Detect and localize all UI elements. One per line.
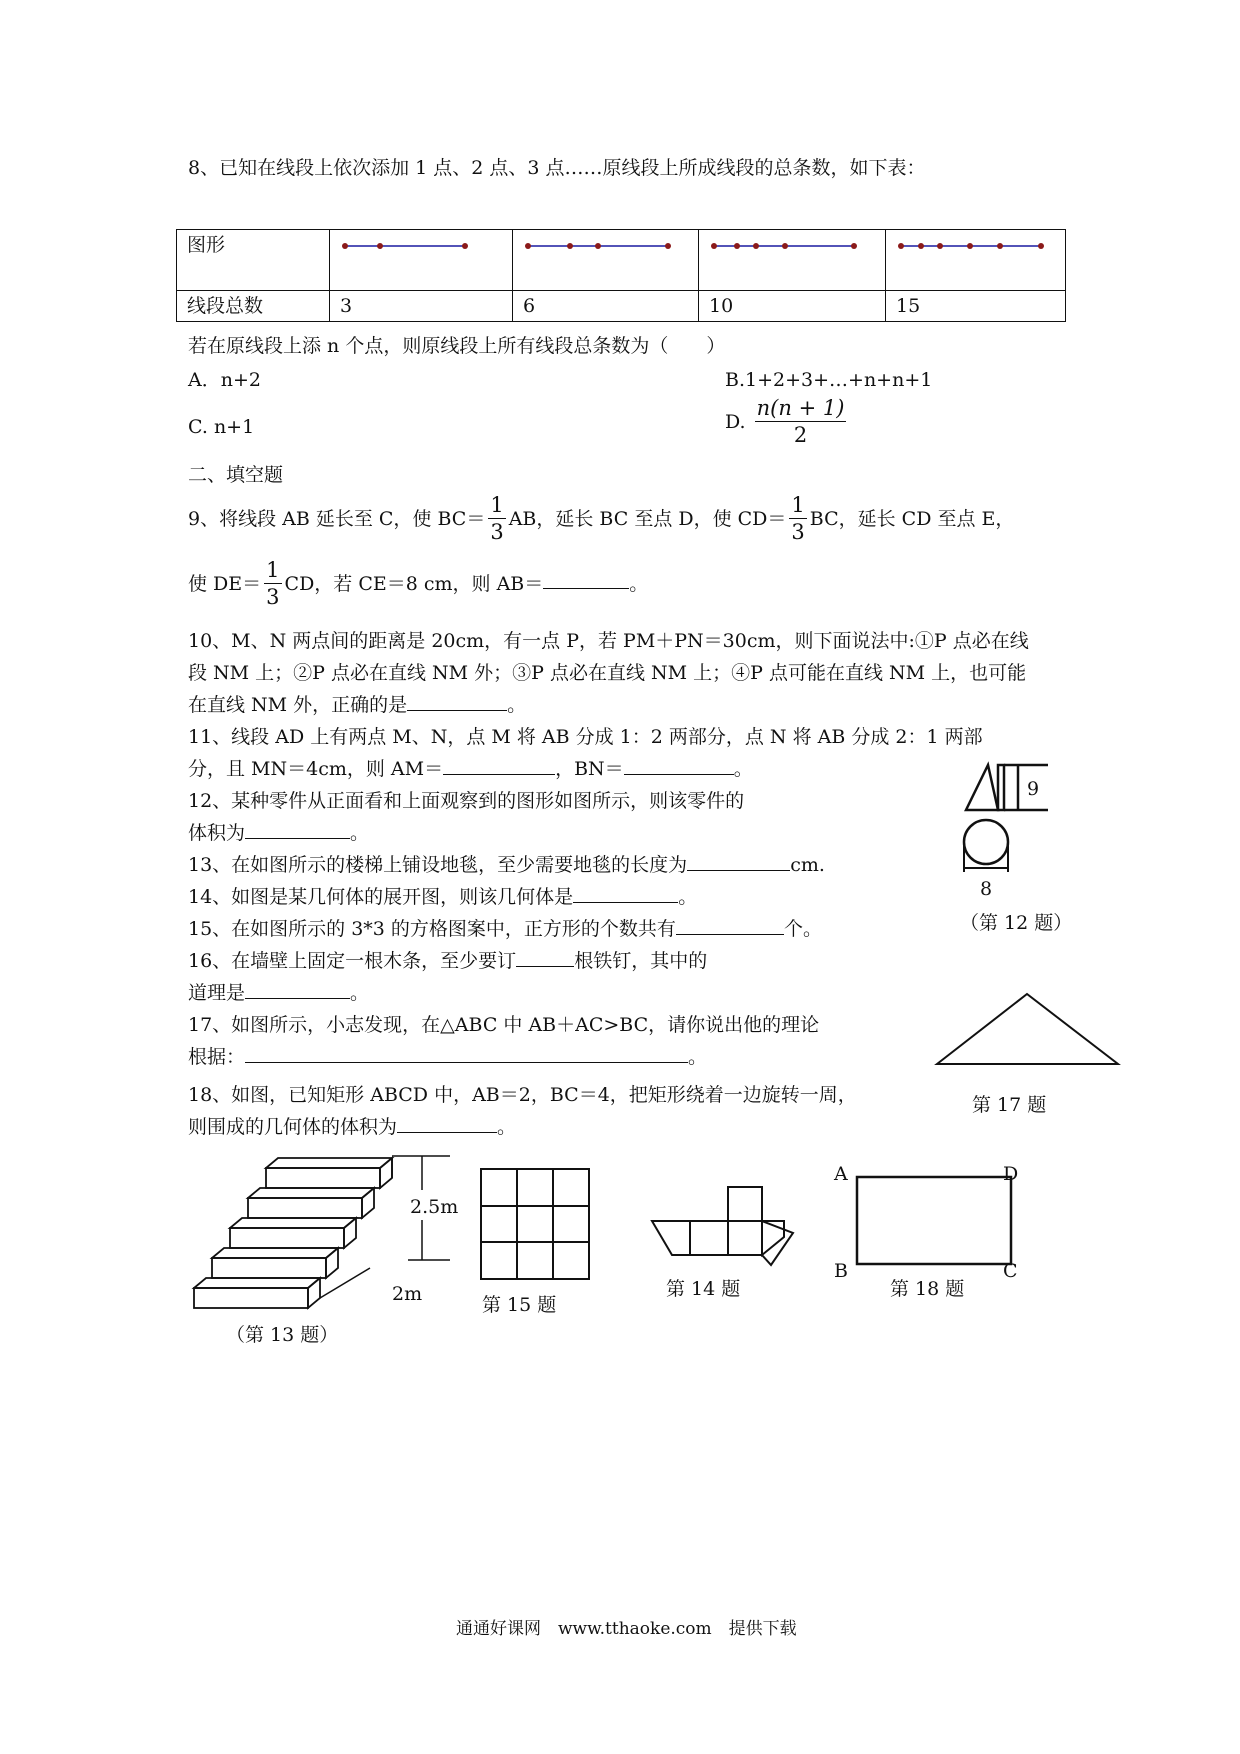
q15-text: 15、在如图所示的 3*3 的方格图案中，正方形的个数共有	[188, 918, 676, 940]
answer-blank[interactable]	[443, 756, 555, 775]
vertex-label: D	[1003, 1163, 1019, 1185]
q9-text: 9、将线段 AB 延长至 C，使 BC＝	[188, 508, 486, 530]
q9-text: AB，延长 BC 至点 D，使 CD＝	[508, 508, 787, 530]
fig12-caption: （第 12 题）	[960, 912, 1073, 934]
q11-line1: 11、线段 AD 上有两点 M、N，点 M 将 AB 分成 1：2 两部分，点 N 将 AB 分成 2：1 两部	[188, 726, 983, 748]
q13-text: 13、在如图所示的楼梯上铺设地毯，至少需要地毯的长度为	[188, 854, 688, 876]
segment-figure-3-icon	[709, 236, 859, 256]
q9-line2	[188, 560, 648, 620]
table-label-figure: 图形	[177, 230, 330, 291]
q18-line2	[188, 1114, 516, 1140]
dimension-label: 8	[980, 878, 993, 900]
answer-blank[interactable]	[543, 570, 629, 589]
segment-table	[176, 229, 1066, 322]
q17-line2	[188, 1044, 707, 1070]
q8-question: 若在原线段上添 n 个点，则原线段上所有线段总条数为（ ）	[188, 335, 726, 357]
grid-3x3-icon	[480, 1168, 592, 1282]
q9-line1	[188, 495, 1014, 555]
fraction-denominator: 3	[791, 520, 805, 544]
answer-blank[interactable]	[624, 756, 734, 775]
q8-option-a: A．n+2	[188, 369, 261, 391]
q9-text: CD，若 CE＝8 cm，则 AB＝	[284, 573, 544, 595]
q16-line2	[188, 980, 369, 1006]
q17-line1: 17、如图所示，小志发现，在△ABC 中 AB＋AC>BC，请你说出他的理论	[188, 1014, 820, 1036]
segment-figure-2-icon	[523, 236, 673, 256]
circle-top-view-icon	[964, 820, 1008, 864]
q16-text: 根铁钉，其中的	[574, 950, 708, 972]
q14-text: 14、如图是某几何体的展开图，则该几何体是	[188, 886, 574, 908]
fraction-one-third	[789, 495, 806, 543]
staircase-figure-icon	[200, 1150, 460, 1320]
fraction-numerator: n(n + 1)	[756, 396, 845, 420]
q16-text: 16、在墙壁上固定一根木条，至少要订	[188, 950, 517, 972]
vertex-label: A	[834, 1163, 848, 1185]
q11-text: 。	[733, 758, 753, 780]
section-title: 二、填空题	[188, 464, 284, 486]
q8-stem: 8、已知在线段上依次添加 1 点、2 点、3 点……原线段上所成线段的总条数，如下表：	[188, 157, 926, 179]
q16-line1	[188, 948, 707, 974]
q8-option-b: B.1+2+3+…+n+n+1	[725, 369, 933, 391]
q12-text: 。	[350, 822, 370, 844]
q18-line1: 18、如图，已知矩形 ABCD 中，AB＝2，BC＝4，把矩形绕着一边旋转一周，	[188, 1084, 857, 1106]
q16-text: 。	[350, 982, 370, 1004]
fraction-one-third	[488, 495, 505, 543]
q17-text: 根据：	[188, 1046, 246, 1068]
count-cell: 6	[513, 291, 699, 322]
depth-label: 2m	[392, 1283, 423, 1305]
fig18-caption: 第 18 题	[890, 1278, 965, 1300]
q15-text: 个。	[783, 918, 822, 940]
q10-line1: 10、M、N 两点间的距离是 20cm，有一点 P，若 PM＋PN＝30cm，则下面说法中:①P 点必在线	[188, 630, 1029, 652]
answer-blank[interactable]	[676, 916, 784, 935]
q13-line	[188, 852, 825, 878]
q12-line1: 12、某种零件从正面看和上面观察到的图形如图所示，则该零件的	[188, 790, 745, 812]
figure-cell-4	[886, 230, 1066, 291]
dimension-label: 9	[1027, 778, 1040, 800]
fig17-caption: 第 17 题	[972, 1094, 1047, 1116]
rectangle-abcd-figure	[832, 1160, 1032, 1285]
fraction-denominator: 3	[266, 585, 280, 609]
option-d-fraction	[755, 398, 847, 446]
q12-figure	[960, 760, 1080, 910]
q14-text: 。	[678, 886, 698, 908]
rect-front-view-icon	[998, 765, 1004, 810]
q8-option-c: C. n+1	[188, 416, 255, 438]
answer-blank[interactable]	[573, 884, 678, 903]
q9-text: 使 DE＝	[188, 573, 262, 595]
q10-line3	[188, 692, 526, 718]
fig14-caption: 第 14 题	[666, 1278, 741, 1300]
figure-cell-1	[330, 230, 513, 291]
vertex-label: B	[834, 1260, 848, 1282]
count-cell: 3	[330, 291, 513, 322]
fig13-caption: （第 13 题）	[226, 1324, 339, 1346]
segment-figure-4-icon	[896, 236, 1046, 256]
q15-line	[188, 916, 822, 942]
q12-text: 体积为	[188, 822, 246, 844]
triangle-front-view-icon	[966, 765, 998, 810]
answer-blank[interactable]	[397, 1114, 497, 1133]
net-figure-icon	[650, 1185, 795, 1267]
triangle-abc-icon	[935, 990, 1125, 1070]
q14-line	[188, 884, 697, 910]
vertex-label: C	[1003, 1260, 1018, 1282]
count-cell: 15	[886, 291, 1066, 322]
fraction-numerator: 1	[791, 493, 805, 517]
q9-text: 。	[629, 573, 649, 595]
answer-blank[interactable]	[516, 948, 574, 967]
q17-text: 。	[688, 1046, 708, 1068]
footer: 通通好课网 www.tthaoke.com 提供下载	[456, 1619, 797, 1639]
fraction-denominator: 3	[490, 520, 504, 544]
fraction-numerator: 1	[490, 493, 504, 517]
fraction-denominator: 2	[793, 423, 808, 447]
fraction-numerator: 1	[266, 558, 280, 582]
table-label-count: 线段总数	[177, 291, 330, 322]
q11-text: 分，且 MN＝4cm，则 AM＝	[188, 758, 444, 780]
answer-blank[interactable]	[245, 980, 350, 999]
fig15-caption: 第 15 题	[482, 1294, 557, 1316]
height-label: 2.5m	[410, 1196, 459, 1218]
q11-text: ，BN＝	[555, 758, 624, 780]
q12-line2	[188, 820, 369, 846]
answer-blank[interactable]	[407, 692, 507, 711]
q18-text: 。	[497, 1116, 517, 1138]
q10-line2: 段 NM 上；②P 点必在直线 NM 外；③P 点必在直线 NM 上；④P 点可能在直线 NM 上，也可能	[188, 662, 1027, 684]
count-cell: 10	[699, 291, 886, 322]
answer-blank[interactable]	[245, 1044, 688, 1063]
q18-text: 则围成的几何体的体积为	[188, 1116, 398, 1138]
fraction-one-third	[264, 560, 281, 608]
q16-text: 道理是	[188, 982, 246, 1004]
q8-option-d	[725, 398, 849, 458]
q9-text: BC，延长 CD 至点 E，	[809, 508, 1015, 530]
answer-blank[interactable]	[687, 852, 790, 871]
segment-figure-1-icon	[340, 236, 490, 256]
q11-line2	[188, 756, 753, 782]
rectangle-icon	[857, 1177, 1011, 1264]
q10-text: 在直线 NM 外，正确的是	[188, 694, 408, 716]
q10-text: 。	[507, 694, 527, 716]
figure-cell-3	[699, 230, 886, 291]
answer-blank[interactable]	[245, 820, 350, 839]
figure-cell-2	[513, 230, 699, 291]
option-d-prefix: D.	[725, 411, 746, 433]
q13-unit: cm.	[790, 854, 825, 876]
